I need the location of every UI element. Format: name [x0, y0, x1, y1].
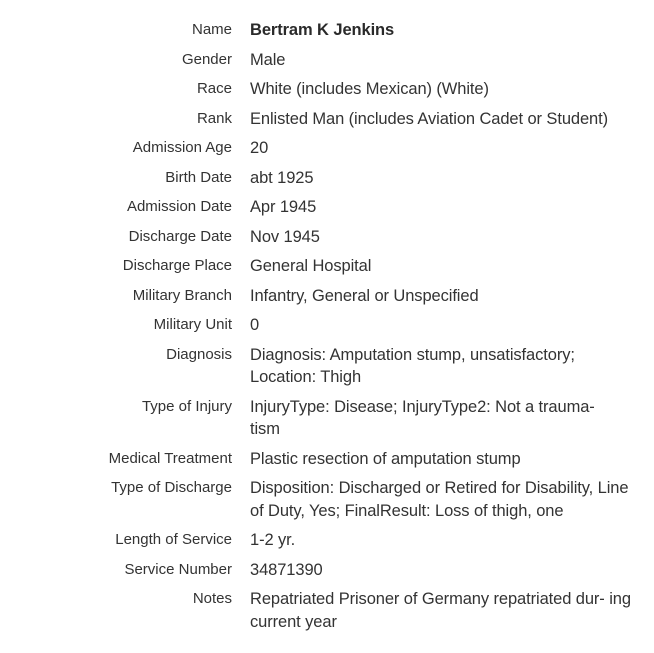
discharge-place-label: Discharge Place — [122, 257, 232, 274]
race-label: Race — [196, 80, 232, 97]
type-of-injury-label: Type of Injury — [141, 397, 232, 415]
diagnosis-label: Diagnosis — [166, 345, 232, 363]
row-discharge-place — [0, 255, 654, 278]
row-name — [0, 19, 654, 42]
discharge-place-value: General Hospital — [250, 257, 372, 275]
name-value: Bertram K Jenkins — [250, 21, 395, 39]
service-number-value: 34871390 — [250, 560, 323, 579]
row-diagnosis — [0, 344, 654, 389]
length-of-service-value: 1-2 yr. — [250, 531, 296, 549]
row-type-of-injury — [0, 396, 654, 441]
birth-date-value: abt 1925 — [250, 168, 314, 187]
discharge-date-label: Discharge Date — [128, 227, 232, 245]
admission-age-value: 20 — [250, 139, 269, 157]
discharge-date-value: Nov 1945 — [250, 227, 320, 246]
name-label: Name — [191, 21, 232, 38]
row-military-unit — [0, 314, 654, 337]
rank-label: Rank — [196, 109, 232, 127]
length-of-service-label: Length of Service — [115, 531, 232, 548]
row-birth-date — [0, 167, 654, 190]
row-type-of-discharge — [0, 477, 654, 522]
gender-value: Male — [250, 50, 286, 69]
row-admission-date — [0, 196, 654, 219]
row-discharge-date — [0, 226, 654, 249]
row-length-of-service — [0, 529, 654, 552]
gender-label: Gender — [181, 50, 232, 68]
row-medical-treatment — [0, 448, 654, 471]
service-number-label: Service Number — [124, 560, 232, 578]
notes-label: Notes — [192, 590, 232, 607]
military-unit-value: 0 — [250, 316, 260, 334]
row-service-number — [0, 559, 654, 582]
medical-treatment-value: Plastic resection of amputation stump — [250, 449, 521, 468]
admission-date-value: Apr 1945 — [250, 198, 317, 216]
military-branch-label: Military Branch — [132, 286, 232, 304]
row-gender — [0, 49, 654, 72]
row-race — [0, 78, 654, 101]
military-unit-label: Military Unit — [153, 316, 232, 333]
row-notes — [0, 588, 654, 633]
military-branch-value: Infantry, General or Unspecified — [250, 286, 479, 305]
race-value: White (includes Mexican) (White) — [250, 80, 489, 98]
diagnosis-value: Diagnosis: Amputation stump, unsatisfactory; Location: Thigh — [250, 345, 575, 386]
rank-value: Enlisted Man (includes Aviation Cadet or Student) — [250, 109, 609, 128]
type-of-discharge-value: Disposition: Discharged or Retired for Disability, Line of Duty, Yes; FinalResult: Loss of thigh, one — [250, 479, 629, 520]
admission-date-label: Admission Date — [126, 198, 232, 215]
notes-value: Repatriated Prisoner of Germany repatriated dur- ing current year — [250, 590, 631, 631]
admission-age-label: Admission Age — [132, 139, 232, 156]
birth-date-label: Birth Date — [165, 168, 232, 186]
type-of-injury-value: InjuryType: Disease; InjuryType2: Not a trauma- tism — [250, 397, 595, 438]
row-admission-age — [0, 137, 654, 160]
type-of-discharge-label: Type of Discharge — [111, 479, 232, 496]
row-rank — [0, 108, 654, 131]
medical-treatment-label: Medical Treatment — [108, 449, 232, 467]
row-military-branch — [0, 285, 654, 308]
